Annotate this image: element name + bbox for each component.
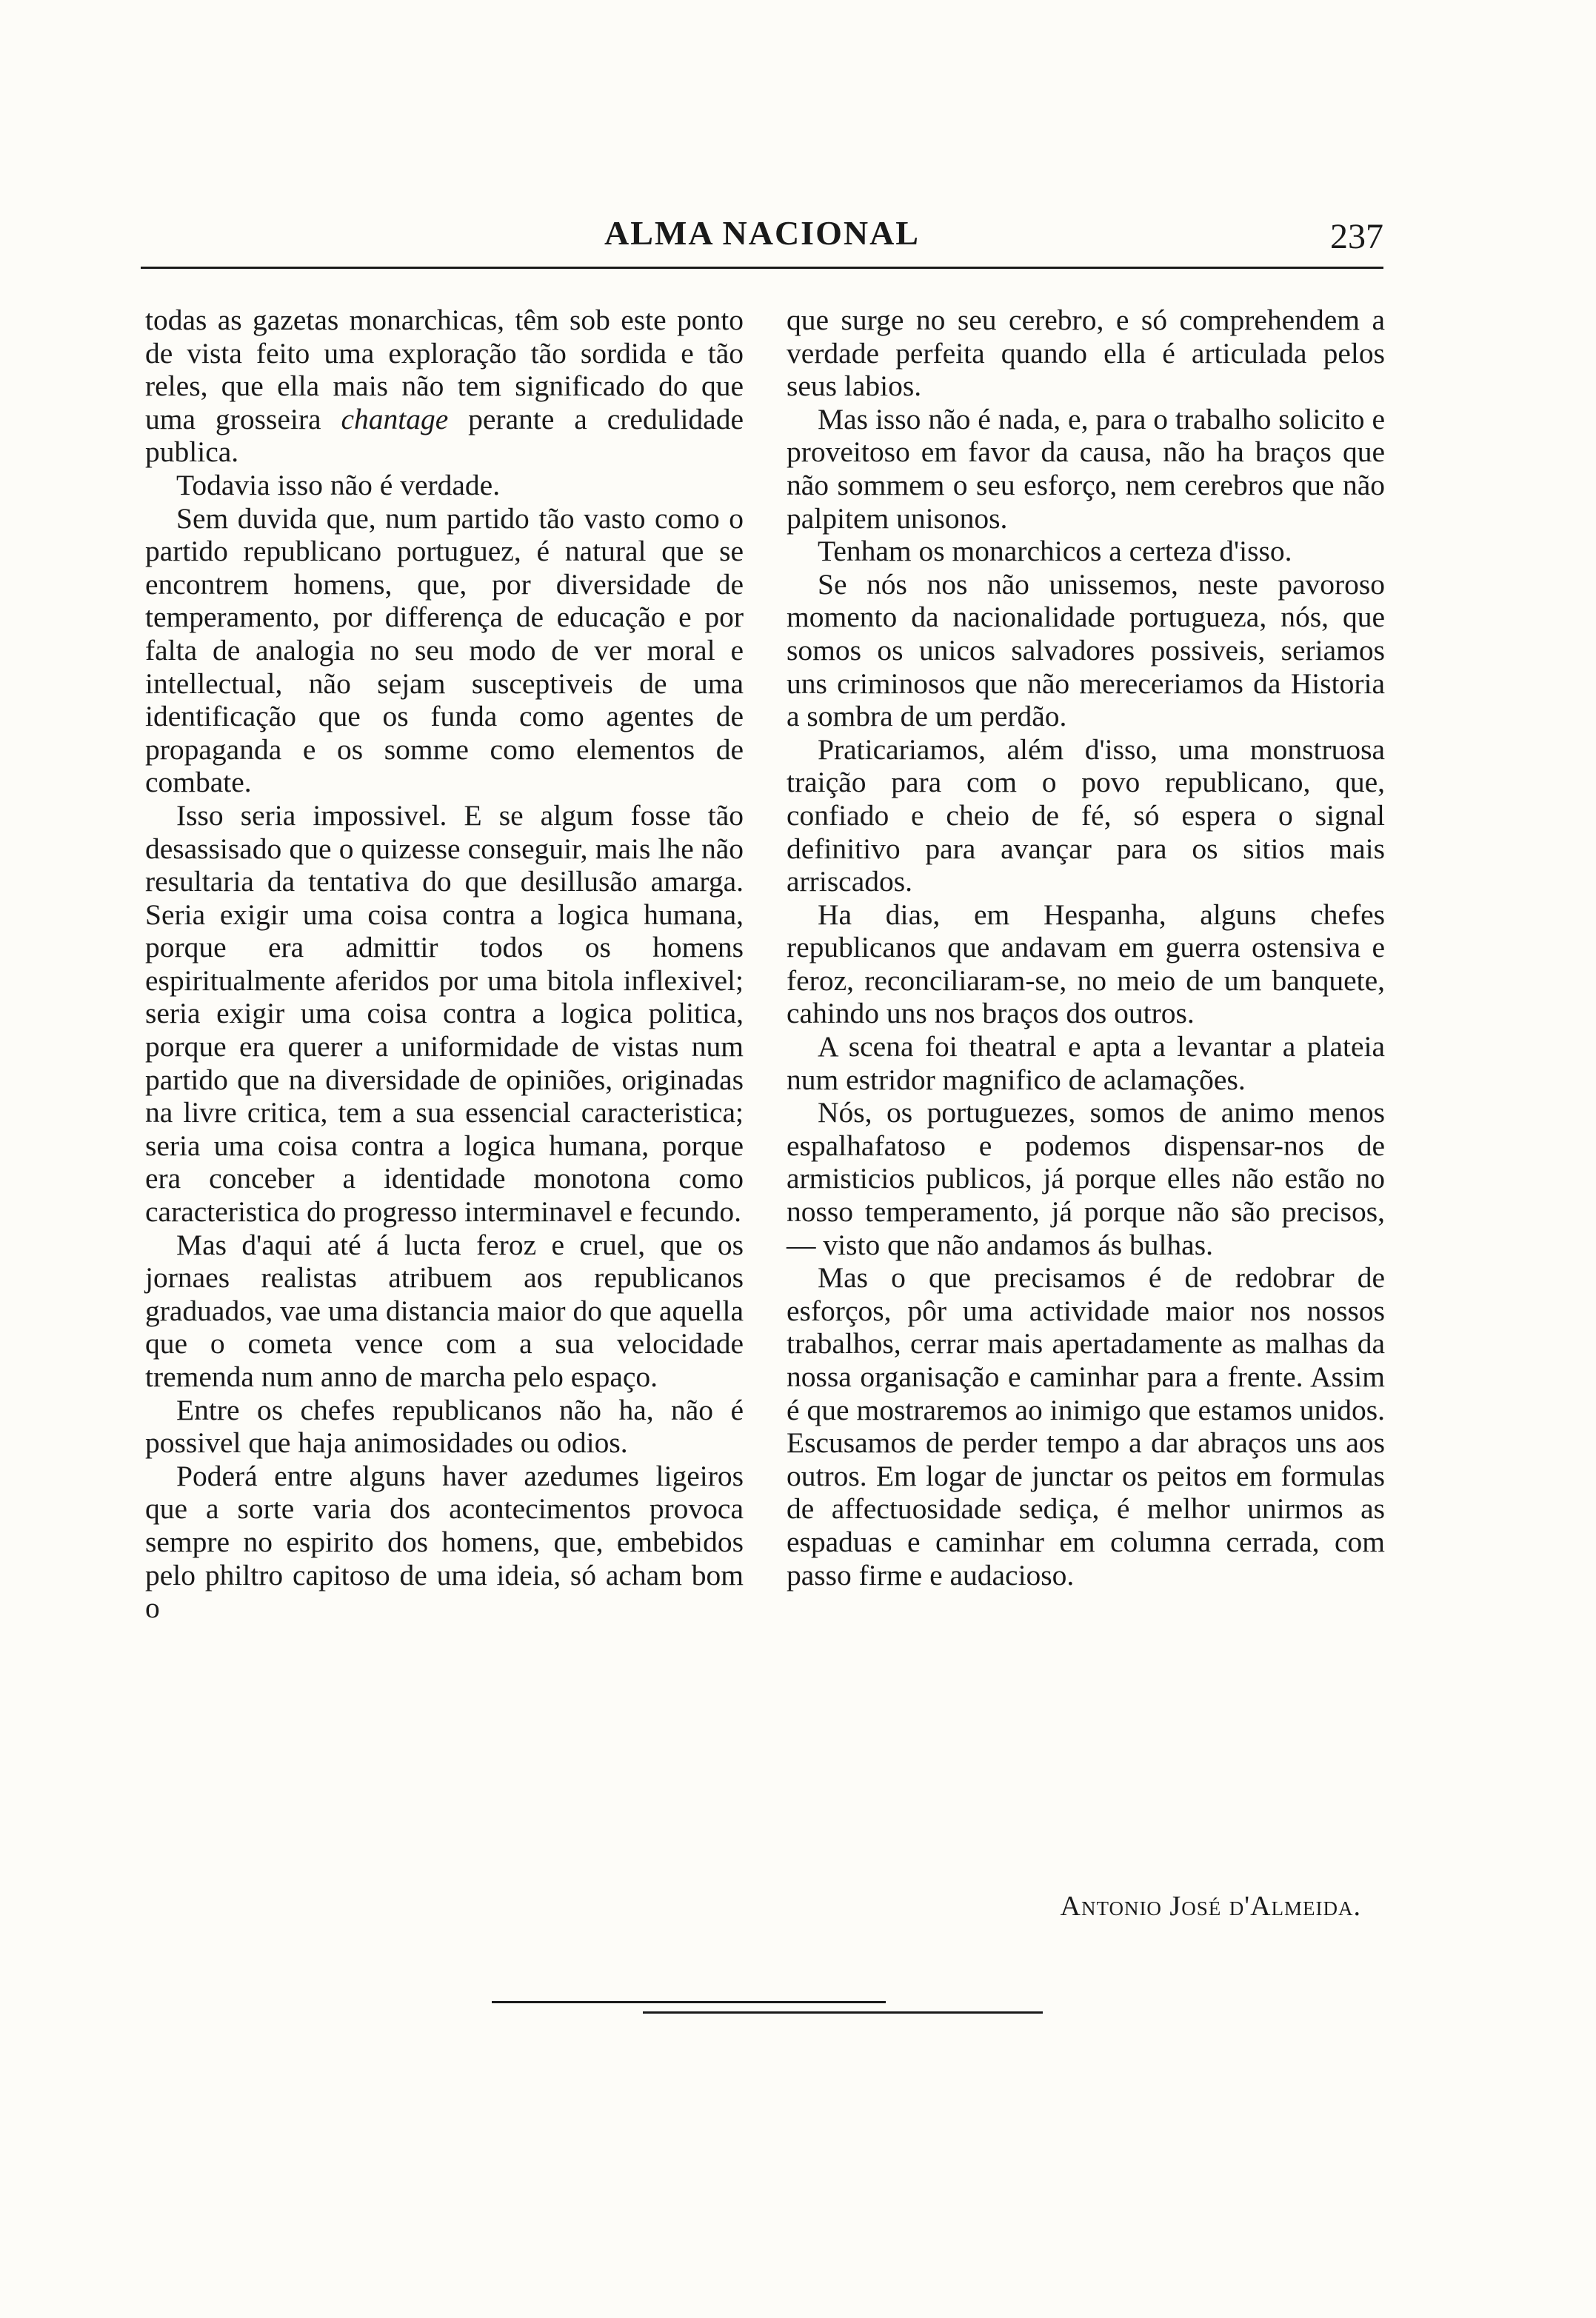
right-column <box>787 304 1385 1591</box>
header-rule <box>141 267 1383 269</box>
paragraph: Todavia isso não é verdade. <box>176 468 501 501</box>
paragraph: Entre os chefes republicanos não ha, não é possivel que haja animosidades ou odios. <box>145 1393 744 1460</box>
left-column <box>145 304 744 1625</box>
paragraph: Tenham os monarchicos a certeza d'isso. <box>818 535 1292 568</box>
paragraph: Ha dias, em Hespanha, alguns chefes republicanos que andavam em guerra ostensiva e feroz, reconciliaram-se, no meio de um banquete, cahindo uns nos braços dos outros. <box>787 898 1385 1030</box>
journal-title: ALMA NACIONAL <box>604 214 920 252</box>
running-header <box>141 213 1383 265</box>
paragraph: Se nós nos não unissemos, neste pavoroso momento da nacionalidade portugueza, nós, que somos os unicos salvadores possiveis, seriamos uns criminosos que não mereceriamos da Historia a sombra de um perdão. <box>787 567 1385 733</box>
end-rule-lower <box>643 2011 1043 2014</box>
paragraph: Mas d'aqui até á lucta feroz e cruel, que os jornaes realistas atribuem aos republicanos graduados, vae uma distancia maior do que aquella que o cometa vence com a sua velocidade tremenda num anno de marcha pelo espaço. <box>145 1228 744 1393</box>
emphasis-term: chantage <box>341 402 449 435</box>
paragraph: Nós, os portuguezes, somos de animo menos espalhafatoso e podemos dispensar-nos de armisticios publicos, já porque elles não estão no nosso temperamento, já porque não são precisos, — visto que não andamos ás bulhas. <box>787 1096 1385 1261</box>
paragraph: todas as gazetas monarchicas, têm sob este ponto de vista feito uma exploração tão sordida e tão reles, que ella mais não tem significado do que uma grosseira chantage perante a credulidade publica. <box>145 304 744 469</box>
paragraph: Praticariamos, além d'isso, uma monstruosa traição para com o povo republicano, que, confiado e cheio de fé, só espera o signal definitivo para avançar para os sitios mais arriscados. <box>787 732 1385 898</box>
paragraph: que surge no seu cerebro, e só comprehendem a verdade perfeita quando ella é articulada pelos seus labios. <box>787 304 1385 403</box>
paragraph: A scena foi theatral e apta a levantar a plateia num estridor magnifico de aclamações. <box>787 1030 1385 1096</box>
paragraph: Sem duvida que, num partido tão vasto como o partido republicano portuguez, é natural que se encontrem homens, que, por diversidade de temperamento, por differença de educação e por falta de analogia no seu modo de ver moral e intellectual, não sejam susceptiveis de uma identificação que os funda como agentes de propaganda e os somme como elementos de combate. <box>145 501 744 799</box>
paragraph: Mas o que precisamos é de redobrar de esforços, pôr uma actividade maior nos nossos trabalhos, cerrar mais apertadamente as malhas da nossa organisação e caminhar para a frente. Assim é que mostraremos ao inimigo que estamos unidos. Escusamos de perder tempo a dar abraços uns aos outros. Em logar de junctar os peitos em formulas de affectuosidade sediça, é melhor unirmos as espaduas e caminhar em columna cerrada, com passo firme e audacioso. <box>787 1261 1385 1591</box>
page-number: 237 <box>1330 217 1383 256</box>
paragraph: Poderá entre alguns haver azedumes ligeiros que a sorte varia dos acontecimentos provoca sempre no espirito dos homens, que, embebidos pelo philtro capitoso de uma ideia, só acham bom o <box>145 1459 744 1625</box>
end-rule-upper <box>492 2001 886 2003</box>
paragraph: Mas isso não é nada, e, para o trabalho solicito e proveitoso em favor da causa, não ha braços que não sommem o seu esforço, nem cerebros que não palpitem unisonos. <box>787 402 1385 535</box>
author-signature: Antonio José d'Almeida. <box>1060 1891 1361 1922</box>
paragraph: Isso seria impossivel. E se algum fosse tão desassisado que o quizesse conseguir, mais lhe não resultaria da tentativa do que desillusão amarga. Seria exigir uma coisa contra a logica humana, porque era admittir todos os homens espiritualmente aferidos por uma bitola inflexivel; seria exigir uma coisa contra a logica politica, porque era querer a uniformidade de vistas num partido que na diversidade de opiniões, originadas na livre critica, tem a sua essencial caracteristica; seria uma coisa contra a logica humana, porque era conceber a identidade monotona como caracteristica do progresso interminavel e fecundo. <box>145 798 744 1229</box>
